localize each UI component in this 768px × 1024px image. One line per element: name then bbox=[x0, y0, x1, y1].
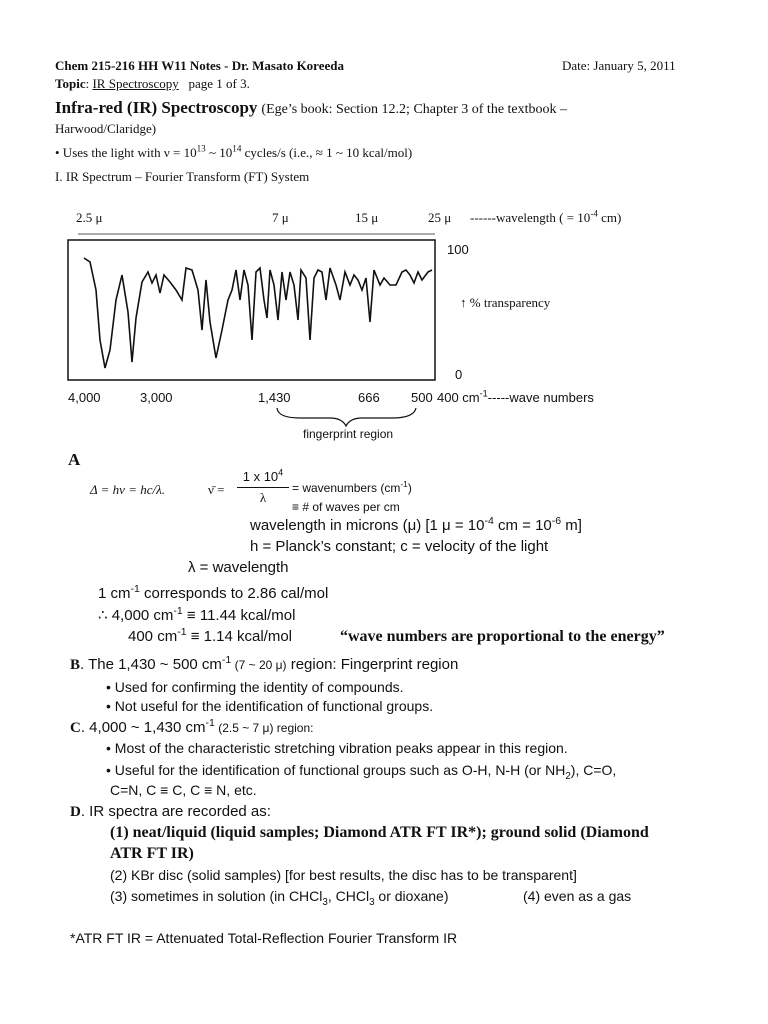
spectrum-frame bbox=[68, 240, 435, 380]
spectrum-trace bbox=[84, 258, 432, 368]
fraction-numerator: 1 x $10^4$ bbox=[242, 467, 284, 484]
wavenumber-label-5: 500 bbox=[411, 390, 433, 405]
topic-value: IR Spectroscopy bbox=[92, 76, 179, 91]
section-c-heading: C. 4,000 ~ 1,430 $cm^{-1}$ (2.5 ~ 7 μ) region: bbox=[70, 717, 314, 736]
wavenumber-label-4: 666 bbox=[358, 390, 380, 405]
wavelength-label-1: 2.5 μ bbox=[76, 210, 103, 225]
microns-definition: wavelength in microns (μ) [1 $\mu = 10^{-4}$ cm = $10^{-6}$ m] bbox=[250, 515, 582, 534]
energy-equation: Δ = hν = hc/λ. bbox=[90, 482, 165, 497]
energy-4000: ∴ 4,000 $cm^{-1} \equiv 11.44$ kcal/mol bbox=[98, 605, 296, 624]
y-axis-bottom: 0 bbox=[455, 367, 463, 382]
wavenumber-unit: 400 $cm^{-1}----$-wave numbers bbox=[437, 388, 594, 405]
wavenumber-definition: = wavenumbers $(cm^{-1})$ bbox=[292, 479, 412, 495]
nubar-symbol: ν̄ = bbox=[208, 482, 225, 497]
section-d-heading: D. IR spectra are recorded as: bbox=[70, 803, 271, 820]
method-2: (2) KBr disc (solid samples) [for best results, the disc has to be transparent] bbox=[110, 867, 577, 883]
reference: (Ege’s book: Section 12.2; Chapter 3 of the textbook – bbox=[261, 102, 568, 117]
page-title: Infra-red (IR) Spectroscopy bbox=[55, 98, 258, 117]
wavelength-note: ------wavelength ( = $10^{-4}$ cm) bbox=[470, 208, 622, 225]
page-number: page 1 of 3. bbox=[188, 76, 250, 91]
y-axis-top: 100 bbox=[447, 242, 469, 257]
fingerprint-label: fingerprint region bbox=[303, 427, 394, 441]
fraction-bar bbox=[237, 487, 289, 488]
section-heading: I. IR Spectrum – Fourier Transform (FT) System bbox=[55, 169, 310, 184]
wavelength-label-3: 15 μ bbox=[355, 210, 379, 225]
course-header: Chem 215-216 HH W11 Notes - Dr. Masato Koreeda bbox=[55, 58, 344, 73]
section-c-bullet-3: C=N, C ≡ C, C ≡ N, etc. bbox=[110, 782, 257, 798]
conversion-line: 1 $cm^{-1}$ corresponds to 2.86 cal/mol bbox=[98, 583, 329, 602]
waves-per-cm: ≡ # of waves per cm bbox=[292, 500, 400, 514]
fingerprint-brace bbox=[277, 408, 416, 426]
reference-cont: Harwood/Claridge) bbox=[55, 121, 157, 136]
section-b-heading: B. The 1,430 ~ 500 $cm^{-1}$ (7 ~ 20 μ) region: Fingerprint region bbox=[70, 654, 459, 673]
y-axis-label: ↑ % transparency bbox=[460, 295, 551, 310]
section-c-bullet-2: • Useful for the identification of functional groups such as O-H, N-H (or $NH_2$), C=O, bbox=[106, 762, 617, 782]
section-b-bullet-2: • Not useful for the identification of functional groups. bbox=[106, 698, 434, 714]
planck-definition: h = Planck’s constant; c = velocity of the light bbox=[250, 538, 549, 555]
wavelength-label-2: 7 μ bbox=[272, 210, 289, 225]
section-c-bullet-1: • Most of the characteristic stretching vibration peaks appear in this region. bbox=[106, 740, 568, 756]
method-4: (4) even as a gas bbox=[523, 888, 632, 904]
method-3: (3) sometimes in solution (in CHCl$_3$, CHCl$_3$ or dioxane) bbox=[110, 888, 449, 908]
wavelength-label-4: 25 μ bbox=[428, 210, 452, 225]
fraction-denominator: λ bbox=[259, 490, 267, 505]
energy-400: 400 $cm^{-1} \equiv 1.14$ kcal/mol bbox=[128, 626, 293, 645]
topic-line: Topic: IR Spectroscopy page 1 of 3. bbox=[55, 76, 250, 91]
section-b-bullet-1: • Used for confirming the identity of compounds. bbox=[106, 679, 404, 695]
intro-bullet: • Uses the light with $\nu = 10^{13}$ ~ $10^{14}$ cycles/s (i.e., ≈ 1 ~ 10 kcal/mol) bbox=[55, 143, 413, 160]
date: Date: January 5, 2011 bbox=[562, 58, 676, 73]
wavenumber-label-3: 1,430 bbox=[258, 390, 291, 405]
section-a-label: A bbox=[68, 450, 81, 469]
method-1-cont: ATR FT IR) bbox=[110, 845, 194, 862]
wavenumber-label-2: 3,000 bbox=[140, 390, 173, 405]
lambda-definition: λ = wavelength bbox=[188, 559, 289, 576]
key-statement: “wave numbers are proportional to the energy” bbox=[340, 628, 665, 645]
wavenumber-label-1: 4,000 bbox=[68, 390, 101, 405]
topic-label: Topic bbox=[55, 76, 86, 91]
method-1: (1) neat/liquid (liquid samples; Diamond ATR FT IR*); ground solid (Diamond bbox=[110, 824, 649, 841]
footnote: *ATR FT IR = Attenuated Total-Reflection Fourier Transform IR bbox=[70, 930, 458, 946]
